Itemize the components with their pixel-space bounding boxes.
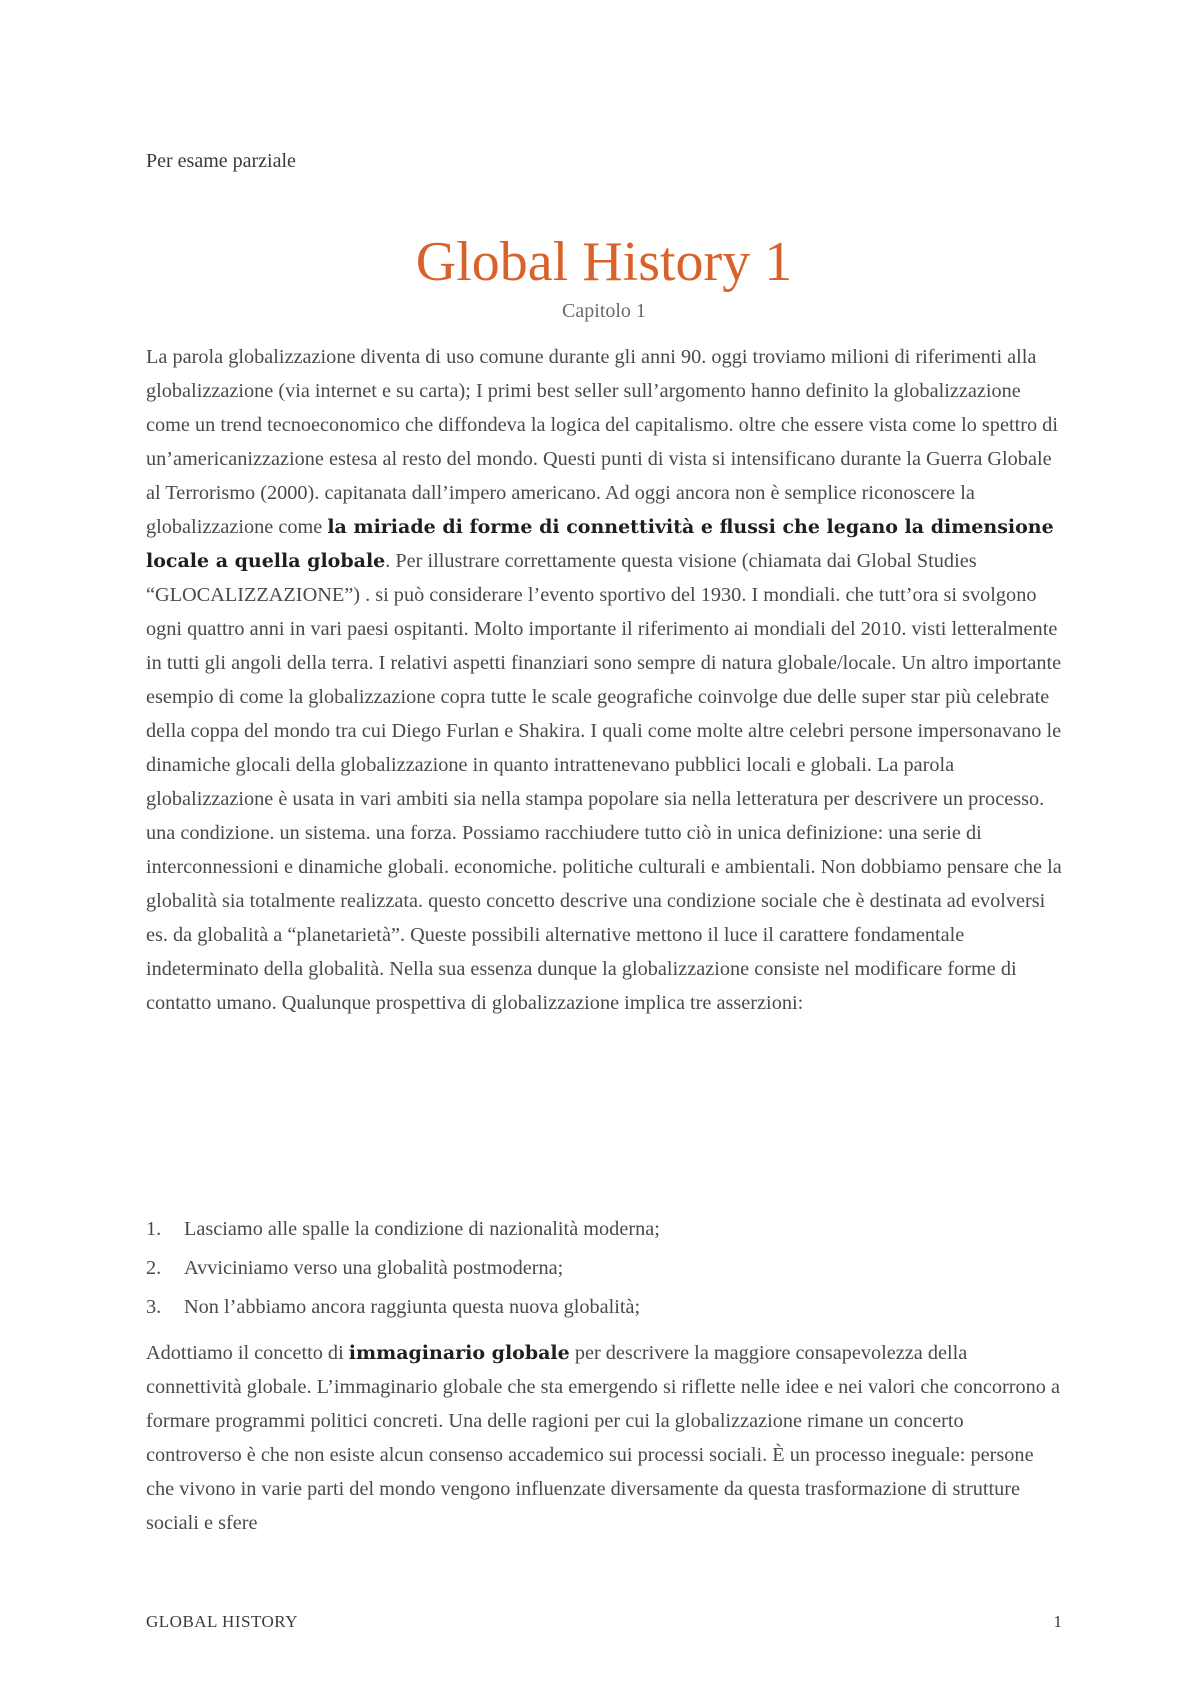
assertions-list [146, 1210, 1062, 1327]
list-item-text: Non l’abbiamo ancora raggiunta questa nuova globalità; [184, 1296, 641, 1318]
paragraph-intro-text-2: . Per illustrare correttamente questa visione (chiamata dai Global Studies “GLOCALIZZAZIONE”) . si può considerare l’evento sportivo del 1930. I mondiali. che tutt’ora si svolgono ogni quattro anni in vari paesi ospitanti. Molto importante il riferimento ai mondiali del 2010. visti letteralmente in tutti gli angoli della terra. I relativi aspetti finanziari sono sempre di natura globale/locale. Un altro importante esempio di come la globalizzazione copra tutte le scale geografiche coinvolge due delle super star più celebrate della coppa del mondo tra cui Diego Furlan e Shakira. I quali come molte altre celebri persone impersonavano le dinamiche glocali della globalizzazione in quanto intrattenevano pubblici locali e globali. La parola globalizzazione è usata in vari ambiti sia nella stampa popolare sia nella letteratura per descrivere un processo. una condizione. un sistema. una forza. Possiamo racchiudere tutto ciò in unica definizione: una serie di interconnessioni e dinamiche globali. economiche. politiche culturali e ambientali. Non dobbiamo pensare che la globalità sia totalmente realizzata. questo concetto descrive una condizione sociale che è destinata ad evolversi es. da globalità a “planetarietà”. Queste possibili alternative mettono il luce il carattere fondamentale indeterminato della globalità. Nella sua essenza dunque la globalizzazione consiste nel modificare forme di contatto umano. Qualunque prospettiva di globalizzazione implica tre asserzioni: [146, 550, 1062, 1014]
list-item [146, 1288, 1062, 1327]
footer-running-title: GLOBAL HISTORY [146, 1612, 298, 1631]
paragraph-2-text-2: per descrivere la maggiore consapevolezza della connettività globale. L’immaginario globale che sta emergendo si riflette nelle idee e nei valori che concorrono a formare programmi politici concreti. Una delle ragioni per cui la globalizzazione rimane un concerto controverso è che non esiste alcun consenso accademico sui processi sociali. È un processo ineguale: persone che vivono in varie parti del mondo vengono influenzate diversamente da questa trasformazione di strutture sociali e sfere [146, 1342, 1061, 1534]
list-item [146, 1249, 1062, 1288]
footer-page-number: 1 [1053, 1612, 1062, 1631]
paragraph-2-bold: immaginario globale [348, 1342, 570, 1364]
paragraph-intro-bold: la miriade di forme di connettività e flussi che legano la dimensione locale a quella globale [146, 516, 1054, 572]
document-title: Global History 1 [415, 231, 793, 293]
chapter-subtitle: Capitolo 1 [562, 300, 646, 322]
paragraph-intro [146, 340, 1062, 1020]
paragraph-intro-text-1: La parola globalizzazione diventa di uso comune durante gli anni 90. oggi troviamo milioni di riferimenti alla globalizzazione (via internet e su carta); I primi best seller sull’argomento hanno definito la globalizzazione come un trend tecnoeconomico che diffondeva la logica del capitalismo. oltre che essere vista come lo spettro di un’americanizzazione estesa al resto del mondo. Questi punti di vista si intensificano durante la Guerra Globale al Terrorismo (2000). capitanata dall’impero americano. Ad oggi ancora non è semplice riconoscere la globalizzazione come [146, 346, 1058, 538]
paragraph-2-text-1: Adottiamo il concetto di [146, 1342, 349, 1364]
document-page [146, 0, 1062, 1698]
list-item [146, 1210, 1062, 1249]
header-note: Per esame parziale [146, 150, 296, 172]
list-item-number: 3. [146, 1296, 162, 1318]
paragraph-global-imaginary [146, 1336, 1062, 1540]
list-item-text: Lasciamo alle spalle la condizione di nazionalità moderna; [184, 1218, 660, 1240]
list-item-number: 1. [146, 1218, 162, 1240]
list-item-text: Avviciniamo verso una globalità postmoderna; [184, 1257, 564, 1279]
list-item-number: 2. [146, 1257, 162, 1279]
